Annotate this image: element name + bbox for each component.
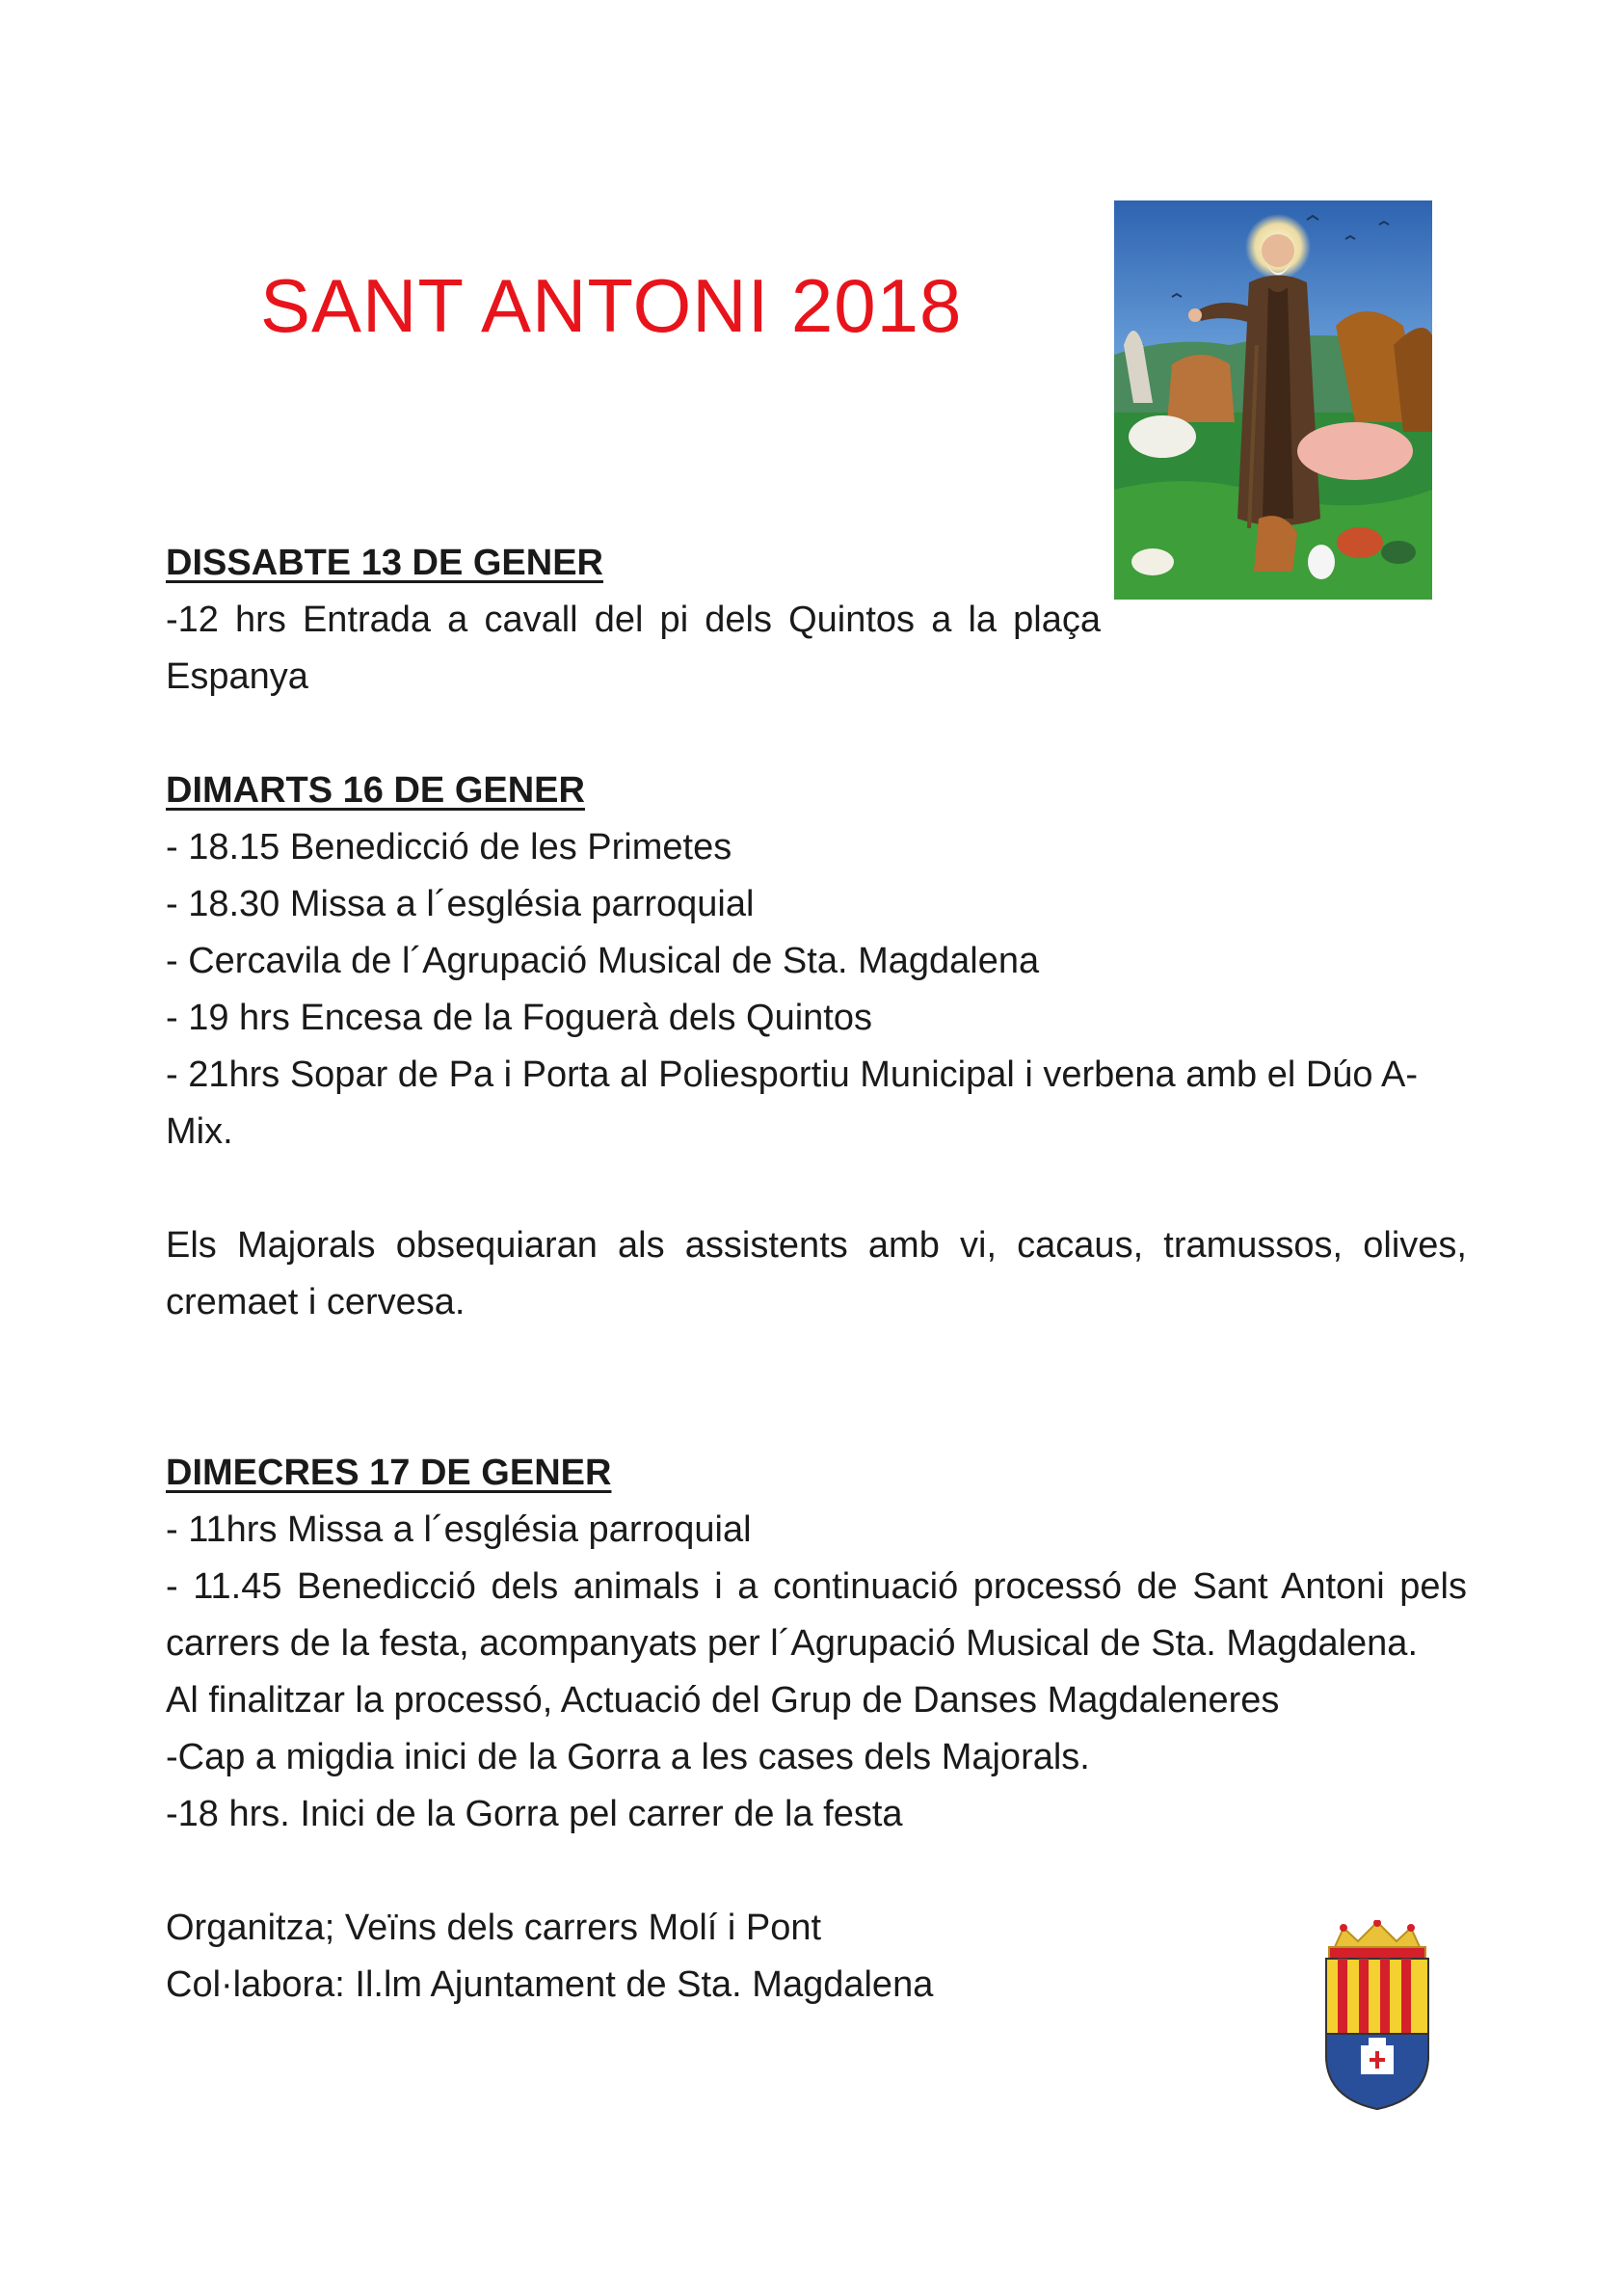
coat-of-arms-icon	[1315, 1920, 1440, 2111]
day-heading: DIMARTS 16 DE GENER	[166, 770, 585, 811]
paragraph-text: Els Majorals obsequiaran als assistents amb vi, cacaus, tramussos, olives, cremaet i cervesa.	[166, 1225, 1467, 1322]
schedule-item: - 19 hrs Encesa de la Foguerà dels Quintos	[166, 998, 872, 1038]
schedule-item: - 18.30 Missa a l´església parroquial	[166, 884, 755, 924]
day-heading: DISSABTE 13 DE GENER	[166, 543, 603, 583]
majorals-paragraph	[166, 1217, 1467, 1331]
day-heading: DIMECRES 17 DE GENER	[166, 1453, 612, 1493]
day-section-tuesday	[166, 762, 1467, 1161]
program-content	[166, 535, 1467, 2014]
day-section-saturday	[166, 535, 1467, 706]
collaborator-text: Col·labora: Il.lm Ajuntament de Sta. Magdalena	[166, 1964, 934, 2005]
page-title: SANT ANTONI 2018	[260, 263, 963, 348]
schedule-item: - 21hrs Sopar de Pa i Porta al Poliesportiu Municipal i verbena amb el Dúo A-Mix.	[166, 1055, 1419, 1152]
day-section-wednesday	[166, 1445, 1467, 1843]
schedule-item: -18 hrs. Inici de la Gorra pel carrer de la festa	[166, 1794, 903, 1834]
schedule-item: -12 hrs Entrada a cavall del pi dels Quintos a la plaça Espanya	[166, 600, 1101, 697]
schedule-item: - Cercavila de l´Agrupació Musical de Sta. Magdalena	[166, 941, 1040, 981]
schedule-item: - 18.15 Benedicció de les Primetes	[166, 827, 732, 868]
organizer-text: Organitza; Veïns dels carrers Molí i Pont	[166, 1908, 822, 1948]
schedule-item: -Cap a migdia inici de la Gorra a les cases dels Majorals.	[166, 1737, 1090, 1777]
footer-credits	[166, 1900, 1467, 2014]
schedule-item: - 11.45 Benedicció dels animals i a continuació processó de Sant Antoni pels carrers de la festa, acompanyats per l´Agrupació Musical de Sta. Magdalena.	[166, 1566, 1467, 1664]
schedule-item: Al finalitzar la processó, Actuació del Grup de Danses Magdaleneres	[166, 1680, 1280, 1721]
schedule-item: - 11hrs Missa a l´església parroquial	[166, 1509, 752, 1550]
